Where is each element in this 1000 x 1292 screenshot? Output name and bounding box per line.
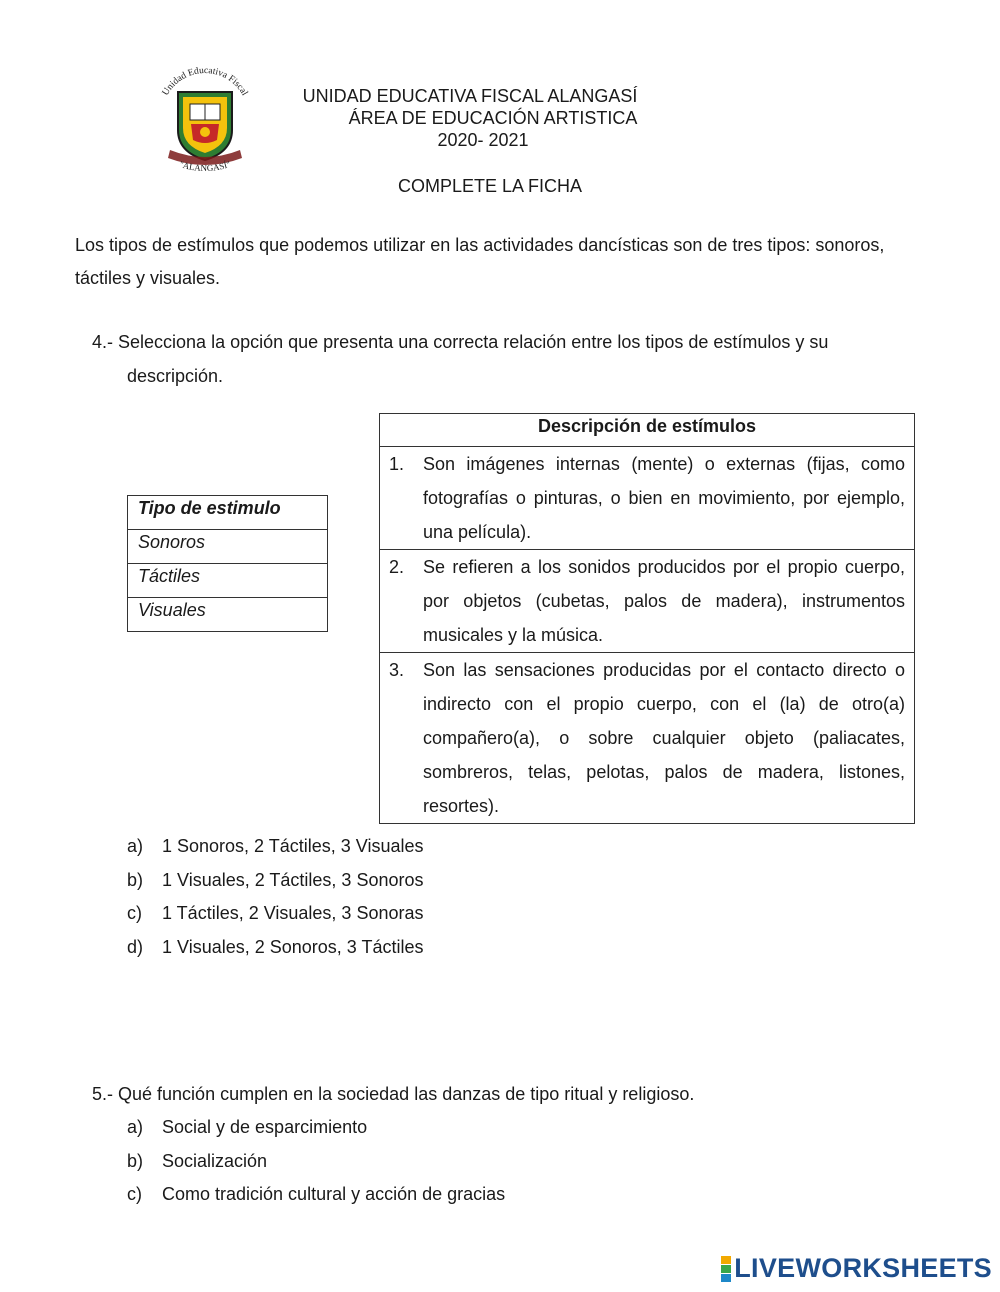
option-text: 1 Táctiles, 2 Visuales, 3 Sonoras [162, 903, 424, 923]
description-text: Son las sensaciones producidas por el contacto directo o indirecto con el propio cuerpo, con el (la) de otro(a) compañero(a), o sobre cualquier objeto (paliacates, sombreros, telas, pelotas, palos de madera, listones, resortes). [423, 653, 915, 824]
instruction-title: COMPLETE LA FICHA [397, 176, 583, 196]
crest-bottom-text: "ALANGASÍ" [178, 158, 232, 174]
school-crest-logo [150, 64, 260, 176]
intro-paragraph: Los tipos de estímulos que podemos utilizar en las actividades dancísticas son de tres tipos: sonoros, táctiles y visuales. [75, 235, 885, 288]
question-5-options [127, 1111, 727, 1212]
liveworksheets-wordmark: LIVEWORKSHEETS [734, 1253, 992, 1283]
option-letter: d) [127, 936, 144, 957]
stimulus-type-header: Tipo de estimulo [128, 496, 328, 530]
option-d[interactable] [127, 931, 727, 965]
area-name: ÁREA DE EDUCACIÓN ARTISTICA [348, 108, 638, 128]
option-text: 1 Visuales, 2 Táctiles, 3 Sonoros [162, 869, 424, 890]
option-letter: a) [127, 836, 144, 856]
stimulus-type-table [127, 495, 328, 632]
option-letter: b) [127, 1150, 144, 1171]
option-text: Socialización [162, 1150, 268, 1171]
school-name: UNIDAD EDUCATIVA FISCAL ALANGASÍ [302, 86, 638, 106]
option-letter: c) [127, 903, 142, 923]
question-5: 5.- Qué función cumplen en la sociedad las danzas de tipo ritual y religioso. [92, 1084, 695, 1104]
option-letter: c) [127, 1184, 142, 1204]
option-b[interactable] [127, 864, 727, 898]
option-letter: a) [127, 1117, 144, 1137]
option-text: Social y de esparcimiento [162, 1117, 368, 1137]
question-4-options [127, 830, 727, 964]
option-text: Como tradición cultural y acción de gracias [162, 1184, 506, 1204]
question-4-line-1: 4.- Selecciona la opción que presenta una correcta relación entre los tipos de estímulos y su [92, 332, 829, 352]
option-b[interactable] [127, 1145, 727, 1179]
description-number: 2. [380, 550, 424, 653]
option-c[interactable] [127, 1178, 727, 1212]
description-number: 3. [380, 653, 424, 824]
option-a[interactable] [127, 830, 727, 864]
option-c[interactable] [127, 897, 727, 931]
option-letter: b) [127, 869, 144, 890]
description-header: Descripción de estímulos [380, 414, 915, 447]
description-text: Se refieren a los sonidos producidos por el propio cuerpo, por objetos (cubetas, palos de madera), instrumentos musicales y la música. [423, 550, 915, 653]
stimulus-type-cell: Sonoros [128, 530, 328, 564]
crest-top-text: Unidad Educativa Fiscal [160, 65, 250, 98]
question-4-line-2: descripción. [127, 366, 224, 386]
liveworksheets-logo [721, 1253, 992, 1284]
option-text: 1 Sonoros, 2 Táctiles, 3 Visuales [162, 836, 424, 856]
description-text: Son imágenes internas (mente) o externas (fijas, como fotografías o pinturas, o bien en movimiento, por ejemplo, una película). [423, 447, 915, 550]
option-text: 1 Visuales, 2 Sonoros, 3 Táctiles [162, 936, 424, 957]
school-year: 2020- 2021 [437, 130, 529, 150]
liveworksheets-icon [721, 1256, 731, 1282]
stimulus-type-cell: Táctiles [128, 564, 328, 598]
stimulus-type-cell: Visuales [128, 598, 328, 632]
stimulus-description-table [379, 413, 915, 824]
option-a[interactable] [127, 1111, 727, 1145]
description-number: 1. [380, 447, 424, 550]
